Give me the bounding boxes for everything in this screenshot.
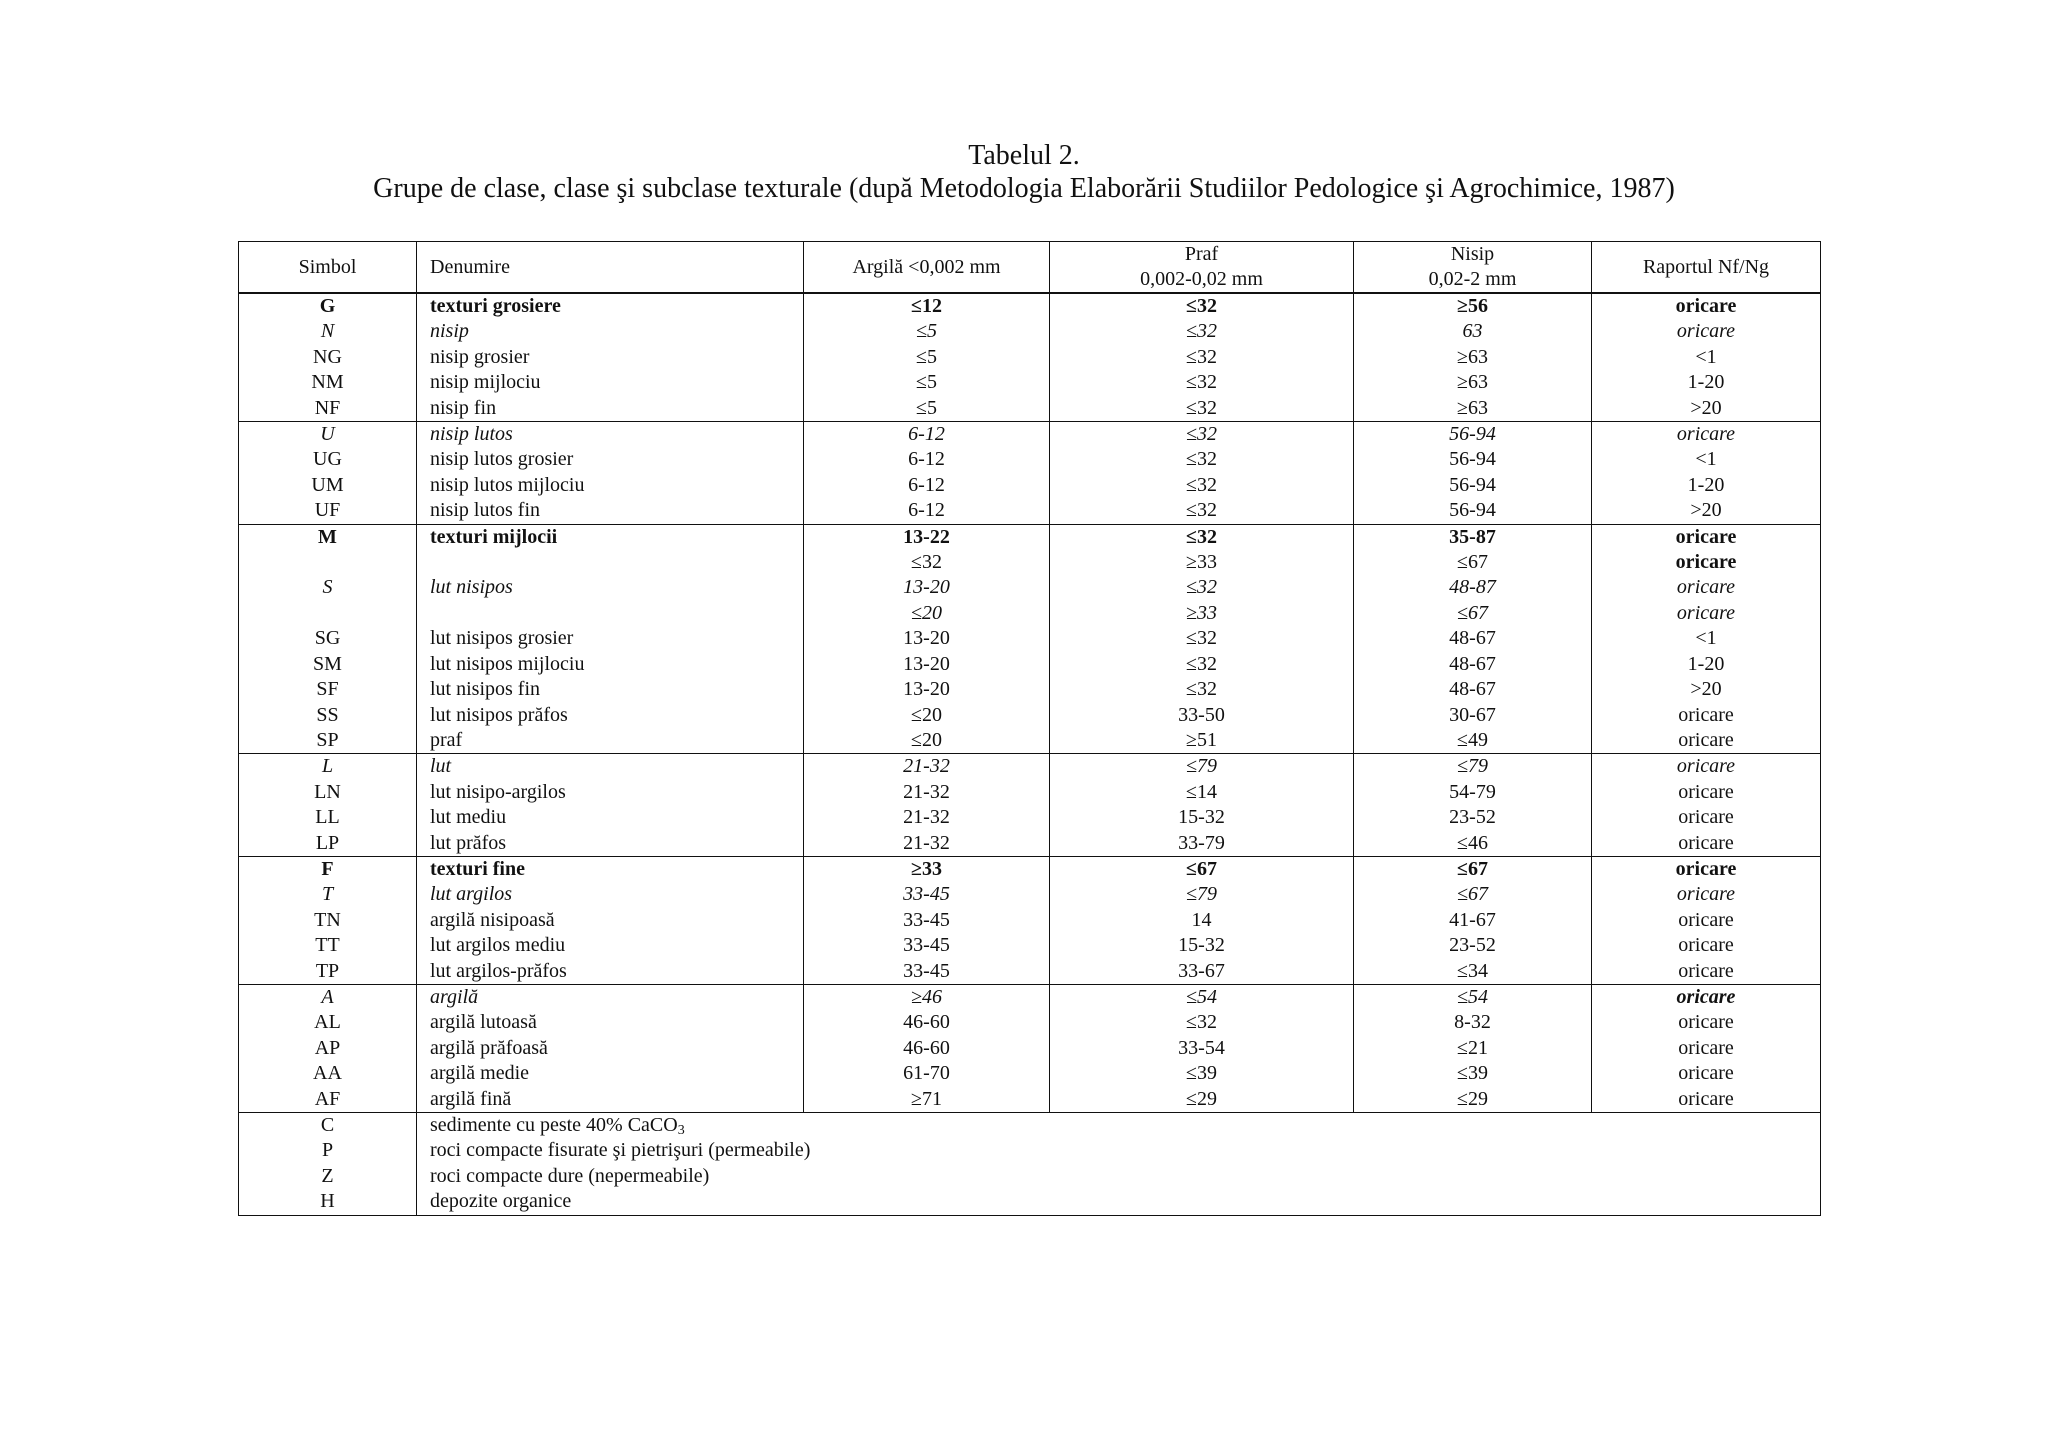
- cell-name: [417, 1164, 1821, 1189]
- cell-raport: 1-20: [1592, 652, 1821, 677]
- header-nisip-range: 0,02-2 mm: [1428, 268, 1517, 290]
- cell-raport: oricare: [1592, 856, 1821, 882]
- cell-raport: oricare: [1592, 831, 1821, 857]
- header-praf-range: 0,002-0,02 mm: [1140, 268, 1263, 290]
- cell-nisip: 48-67: [1354, 652, 1592, 677]
- cell-nisip: 56-94: [1354, 473, 1592, 498]
- cell-praf: ≤39: [1050, 1061, 1354, 1086]
- cell-nisip: ≥63: [1354, 396, 1592, 422]
- cell-raport: oricare: [1592, 319, 1821, 344]
- cell-raport: oricare: [1592, 1061, 1821, 1086]
- table-row: [239, 473, 1821, 498]
- cell-argila: 33-45: [804, 959, 1050, 985]
- table-row: [239, 1189, 1821, 1215]
- cell-name: lut argilos mediu: [417, 933, 804, 958]
- cell-praf: ≤79: [1050, 754, 1354, 780]
- table-row: [239, 1138, 1821, 1163]
- cell-raport: oricare: [1592, 933, 1821, 958]
- cell-nisip: ≤34: [1354, 959, 1592, 985]
- cell-praf: ≤32: [1050, 626, 1354, 651]
- cell-name-text: sedimente cu peste 40% CaCO: [430, 1114, 678, 1136]
- cell-symbol: [239, 550, 417, 575]
- cell-name: texturi fine: [417, 856, 804, 882]
- cell-nisip: 63: [1354, 319, 1592, 344]
- cell-symbol: [239, 601, 417, 626]
- cell-name: lut nisipos mijlociu: [417, 652, 804, 677]
- cell-name: [417, 601, 804, 626]
- cell-symbol: F: [239, 856, 417, 882]
- cell-nisip: ≤29: [1354, 1087, 1592, 1113]
- cell-name: lut argilos-prăfos: [417, 959, 804, 985]
- cell-praf: ≤32: [1050, 370, 1354, 395]
- cell-praf: ≤32: [1050, 319, 1354, 344]
- cell-raport: oricare: [1592, 550, 1821, 575]
- cell-symbol: L: [239, 754, 417, 780]
- table-row: [239, 319, 1821, 344]
- cell-symbol: AL: [239, 1010, 417, 1035]
- cell-argila: 6-12: [804, 473, 1050, 498]
- table-body: [239, 293, 1821, 1215]
- cell-nisip: 23-52: [1354, 933, 1592, 958]
- cell-name: nisip mijlociu: [417, 370, 804, 395]
- cell-nisip: 56-94: [1354, 422, 1592, 448]
- cell-nisip: ≤49: [1354, 728, 1592, 754]
- cell-raport: 1-20: [1592, 473, 1821, 498]
- table-row: [239, 1010, 1821, 1035]
- table-row: [239, 293, 1821, 319]
- cell-nisip: 30-67: [1354, 703, 1592, 728]
- cell-raport: oricare: [1592, 728, 1821, 754]
- table-row: [239, 1113, 1821, 1139]
- table-row: [239, 626, 1821, 651]
- table-caption-number: Tabelul 2.: [968, 140, 1080, 171]
- header-nisip: [1354, 242, 1592, 294]
- cell-raport: >20: [1592, 498, 1821, 524]
- cell-nisip: ≥56: [1354, 293, 1592, 319]
- cell-name: texturi grosiere: [417, 293, 804, 319]
- table-row: [239, 1036, 1821, 1061]
- cell-praf: ≤32: [1050, 422, 1354, 448]
- table-row: [239, 780, 1821, 805]
- cell-argila: ≤5: [804, 319, 1050, 344]
- header-denumire: Denumire: [417, 242, 804, 294]
- cell-symbol: LP: [239, 831, 417, 857]
- cell-nisip: 54-79: [1354, 780, 1592, 805]
- cell-name: lut nisipos: [417, 575, 804, 600]
- cell-name: argilă lutoasă: [417, 1010, 804, 1035]
- cell-praf: ≤32: [1050, 293, 1354, 319]
- cell-argila: 33-45: [804, 933, 1050, 958]
- cell-raport: oricare: [1592, 908, 1821, 933]
- formula-subscript: 3: [677, 1123, 685, 1138]
- cell-argila: 21-32: [804, 831, 1050, 857]
- cell-name: lut nisipos prăfos: [417, 703, 804, 728]
- cell-argila: ≤20: [804, 728, 1050, 754]
- cell-nisip: ≤67: [1354, 856, 1592, 882]
- table-row: [239, 856, 1821, 882]
- cell-name: [417, 1138, 1821, 1163]
- cell-symbol: NG: [239, 345, 417, 370]
- cell-symbol: UG: [239, 447, 417, 472]
- cell-nisip: 35-87: [1354, 524, 1592, 550]
- cell-argila: 21-32: [804, 780, 1050, 805]
- cell-symbol: LN: [239, 780, 417, 805]
- cell-argila: 46-60: [804, 1010, 1050, 1035]
- cell-symbol: UM: [239, 473, 417, 498]
- header-nisip-label: Nisip: [1450, 243, 1495, 265]
- cell-praf: 33-67: [1050, 959, 1354, 985]
- cell-praf: 15-32: [1050, 805, 1354, 830]
- cell-argila: ≥71: [804, 1087, 1050, 1113]
- cell-praf: ≥33: [1050, 601, 1354, 626]
- cell-symbol: UF: [239, 498, 417, 524]
- table-row: [239, 550, 1821, 575]
- cell-raport: oricare: [1592, 524, 1821, 550]
- table-row: [239, 345, 1821, 370]
- cell-raport: oricare: [1592, 959, 1821, 985]
- cell-praf: ≤32: [1050, 1010, 1354, 1035]
- header-praf-label: Praf: [1184, 243, 1219, 265]
- cell-argila: 46-60: [804, 1036, 1050, 1061]
- cell-symbol: P: [239, 1138, 417, 1163]
- cell-argila: 33-45: [804, 908, 1050, 933]
- cell-praf: ≤79: [1050, 882, 1354, 907]
- cell-name: nisip: [417, 319, 804, 344]
- cell-name-text: roci compacte fisurate şi pietrişuri (permeabile): [430, 1139, 811, 1162]
- cell-symbol: TT: [239, 933, 417, 958]
- cell-nisip: ≤67: [1354, 882, 1592, 907]
- cell-argila: ≤5: [804, 396, 1050, 422]
- cell-argila: 21-32: [804, 754, 1050, 780]
- cell-argila: ≤20: [804, 601, 1050, 626]
- table-row: [239, 1164, 1821, 1189]
- cell-praf: ≤32: [1050, 575, 1354, 600]
- cell-name: nisip lutos mijlociu: [417, 473, 804, 498]
- cell-name: lut nisipos fin: [417, 677, 804, 702]
- cell-nisip: 56-94: [1354, 498, 1592, 524]
- cell-name: argilă prăfoasă: [417, 1036, 804, 1061]
- cell-symbol: AA: [239, 1061, 417, 1086]
- cell-name: praf: [417, 728, 804, 754]
- cell-argila: 13-20: [804, 677, 1050, 702]
- cell-praf: 33-50: [1050, 703, 1354, 728]
- cell-name: [417, 1113, 1821, 1139]
- cell-argila: ≤32: [804, 550, 1050, 575]
- cell-nisip: ≤54: [1354, 984, 1592, 1010]
- cell-argila: 61-70: [804, 1061, 1050, 1086]
- cell-name: nisip grosier: [417, 345, 804, 370]
- cell-name: argilă: [417, 984, 804, 1010]
- cell-praf: ≤32: [1050, 473, 1354, 498]
- table-row: [239, 447, 1821, 472]
- cell-raport: oricare: [1592, 422, 1821, 448]
- table-row: [239, 1061, 1821, 1086]
- cell-praf: ≤32: [1050, 396, 1354, 422]
- cell-raport: oricare: [1592, 1087, 1821, 1113]
- cell-argila: ≤5: [804, 345, 1050, 370]
- cell-praf: ≤54: [1050, 984, 1354, 1010]
- cell-name: nisip lutos fin: [417, 498, 804, 524]
- cell-praf: ≤32: [1050, 345, 1354, 370]
- cell-praf: ≤32: [1050, 498, 1354, 524]
- cell-argila: 13-22: [804, 524, 1050, 550]
- cell-argila: 13-20: [804, 652, 1050, 677]
- header-simbol: Simbol: [239, 242, 417, 294]
- table-row: [239, 728, 1821, 754]
- cell-name: argilă medie: [417, 1061, 804, 1086]
- table-row: [239, 703, 1821, 728]
- cell-raport: oricare: [1592, 1036, 1821, 1061]
- cell-raport: oricare: [1592, 754, 1821, 780]
- cell-nisip: ≤39: [1354, 1061, 1592, 1086]
- cell-nisip: 23-52: [1354, 805, 1592, 830]
- cell-name: lut mediu: [417, 805, 804, 830]
- cell-symbol: TN: [239, 908, 417, 933]
- cell-argila: 6-12: [804, 447, 1050, 472]
- cell-name: nisip lutos: [417, 422, 804, 448]
- cell-symbol: AF: [239, 1087, 417, 1113]
- cell-nisip: ≤21: [1354, 1036, 1592, 1061]
- cell-symbol: SP: [239, 728, 417, 754]
- cell-argila: 6-12: [804, 422, 1050, 448]
- cell-name: [417, 1189, 1821, 1215]
- cell-raport: <1: [1592, 345, 1821, 370]
- cell-praf: ≥51: [1050, 728, 1354, 754]
- cell-name: nisip fin: [417, 396, 804, 422]
- cell-name: lut argilos: [417, 882, 804, 907]
- cell-raport: oricare: [1592, 805, 1821, 830]
- cell-symbol: S: [239, 575, 417, 600]
- cell-symbol: SG: [239, 626, 417, 651]
- cell-nisip: ≥63: [1354, 370, 1592, 395]
- cell-nisip: 48-67: [1354, 677, 1592, 702]
- cell-name: lut prăfos: [417, 831, 804, 857]
- cell-symbol: H: [239, 1189, 417, 1215]
- cell-raport: <1: [1592, 447, 1821, 472]
- cell-raport: oricare: [1592, 575, 1821, 600]
- table-row: [239, 370, 1821, 395]
- cell-name: lut: [417, 754, 804, 780]
- cell-praf: ≤32: [1050, 524, 1354, 550]
- cell-raport: >20: [1592, 396, 1821, 422]
- cell-name: lut nisipo-argilos: [417, 780, 804, 805]
- cell-name: nisip lutos grosier: [417, 447, 804, 472]
- cell-symbol: M: [239, 524, 417, 550]
- cell-name: texturi mijlocii: [417, 524, 804, 550]
- table-row: [239, 984, 1821, 1010]
- cell-name-text: depozite organice: [430, 1190, 572, 1213]
- table-caption-title: Grupe de clase, clase şi subclase texturale (după Metodologia Elaborării Studiilor Pedologice şi Agrochimice, 1987): [373, 173, 1675, 204]
- cell-praf: 33-54: [1050, 1036, 1354, 1061]
- cell-raport: oricare: [1592, 601, 1821, 626]
- cell-raport: oricare: [1592, 984, 1821, 1010]
- table-row: [239, 652, 1821, 677]
- cell-raport: oricare: [1592, 780, 1821, 805]
- table-row: [239, 422, 1821, 448]
- cell-praf: ≤32: [1050, 447, 1354, 472]
- cell-name: lut nisipos grosier: [417, 626, 804, 651]
- cell-praf: ≤67: [1050, 856, 1354, 882]
- cell-nisip: 48-87: [1354, 575, 1592, 600]
- cell-argila: ≥33: [804, 856, 1050, 882]
- table-header: [239, 242, 1821, 294]
- cell-symbol: Z: [239, 1164, 417, 1189]
- header-row: [239, 242, 1821, 294]
- cell-argila: 21-32: [804, 805, 1050, 830]
- cell-symbol: G: [239, 293, 417, 319]
- cell-symbol: N: [239, 319, 417, 344]
- cell-raport: oricare: [1592, 1010, 1821, 1035]
- cell-raport: 1-20: [1592, 370, 1821, 395]
- cell-praf: 14: [1050, 908, 1354, 933]
- cell-praf: 33-79: [1050, 831, 1354, 857]
- cell-raport: oricare: [1592, 703, 1821, 728]
- table-row: [239, 831, 1821, 857]
- table-row: [239, 933, 1821, 958]
- cell-symbol: TP: [239, 959, 417, 985]
- cell-symbol: LL: [239, 805, 417, 830]
- cell-nisip: ≤46: [1354, 831, 1592, 857]
- cell-nisip: ≤67: [1354, 601, 1592, 626]
- cell-symbol: A: [239, 984, 417, 1010]
- cell-argila: 6-12: [804, 498, 1050, 524]
- table-row: [239, 677, 1821, 702]
- cell-symbol: T: [239, 882, 417, 907]
- cell-nisip: ≤79: [1354, 754, 1592, 780]
- cell-argila: ≤20: [804, 703, 1050, 728]
- cell-symbol: NF: [239, 396, 417, 422]
- header-argila: Argilă <0,002 mm: [804, 242, 1050, 294]
- table-row: [239, 959, 1821, 985]
- cell-nisip: 8-32: [1354, 1010, 1592, 1035]
- cell-praf: ≤14: [1050, 780, 1354, 805]
- table-row: [239, 498, 1821, 524]
- table-row: [239, 524, 1821, 550]
- cell-argila: 13-20: [804, 575, 1050, 600]
- cell-raport: <1: [1592, 626, 1821, 651]
- cell-praf: ≤29: [1050, 1087, 1354, 1113]
- table-row: [239, 396, 1821, 422]
- cell-praf: ≤32: [1050, 677, 1354, 702]
- header-raport: Raportul Nf/Ng: [1592, 242, 1821, 294]
- header-praf: [1050, 242, 1354, 294]
- cell-raport: oricare: [1592, 882, 1821, 907]
- cell-nisip: 56-94: [1354, 447, 1592, 472]
- table-row: [239, 805, 1821, 830]
- table-row: [239, 575, 1821, 600]
- table-row: [239, 754, 1821, 780]
- cell-argila: ≤12: [804, 293, 1050, 319]
- cell-nisip: 48-67: [1354, 626, 1592, 651]
- table-row: [239, 882, 1821, 907]
- cell-nisip: ≥63: [1354, 345, 1592, 370]
- cell-symbol: SF: [239, 677, 417, 702]
- cell-name: argilă nisipoasă: [417, 908, 804, 933]
- cell-argila: 33-45: [804, 882, 1050, 907]
- cell-symbol: NM: [239, 370, 417, 395]
- table-row: [239, 601, 1821, 626]
- cell-raport: >20: [1592, 677, 1821, 702]
- cell-name: argilă fină: [417, 1087, 804, 1113]
- cell-symbol: SM: [239, 652, 417, 677]
- table-row: [239, 908, 1821, 933]
- cell-praf: ≥33: [1050, 550, 1354, 575]
- cell-nisip: 41-67: [1354, 908, 1592, 933]
- cell-name: [417, 550, 804, 575]
- cell-symbol: SS: [239, 703, 417, 728]
- cell-argila: 13-20: [804, 626, 1050, 651]
- cell-praf: ≤32: [1050, 652, 1354, 677]
- cell-symbol: AP: [239, 1036, 417, 1061]
- cell-argila: ≤5: [804, 370, 1050, 395]
- table-row: [239, 1087, 1821, 1113]
- cell-praf: 15-32: [1050, 933, 1354, 958]
- texture-classes-table: [238, 241, 1821, 1216]
- cell-symbol: U: [239, 422, 417, 448]
- cell-name-text: roci compacte dure (nepermeabile): [430, 1164, 710, 1187]
- cell-symbol: C: [239, 1113, 417, 1139]
- cell-raport: oricare: [1592, 293, 1821, 319]
- cell-nisip: ≤67: [1354, 550, 1592, 575]
- cell-argila: ≥46: [804, 984, 1050, 1010]
